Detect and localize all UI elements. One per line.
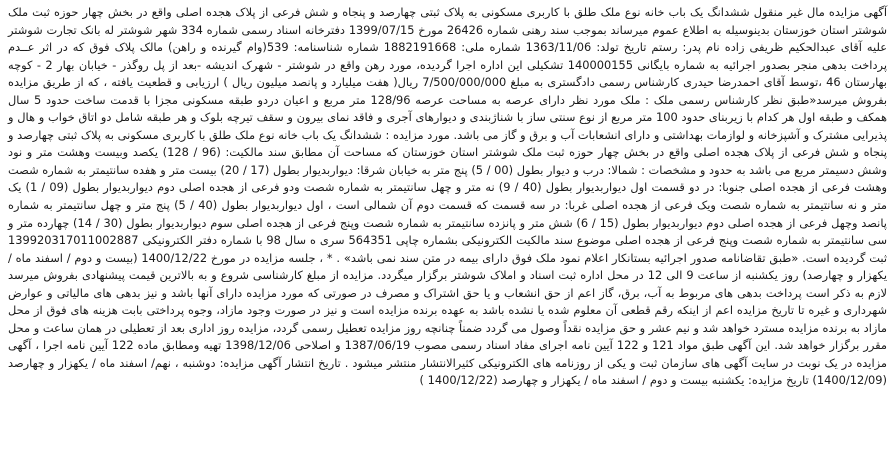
auction-notice-text: آگهی مزایده مال غیر منقول ششدانگ یک باب خانه نوع ملک طلق با کاربری مسکونی به پلاک ثبتی چهارصد و پنجاه و شش فرعی از پلاک هجده اصلی واقع در بخش چهار حوزه ثبت ملک شوشتر استان خوزستان بدینوسیله به اطلاع عموم میرساند بموجب سند رهنی شماره 26426 مورخ 1399/07/15 دفترخانه اسناد رسمی شماره 334 شهر شوشتر له بانک تجارت شوشتر علیه آقای عبدالحکیم ظریفی زاده نام پدر: رستم تاریخ تولد: 1363/11/06 شماره ملی: 1882191668 شماره شناسنامه: 539(وام گیرنده و راهن) مالک پلاک فوق که در اثر عــدم پرداخت بدهی منجر بصدور اجرائیه به شماره بایگانی 140000155 تشکیلی این اداره اجرا گردیده، مورد رهن واقع در شوشتر - شهرک اندیشه -بعد از پل روگذر - خیابان بهار 2 - کوچه بهارستان 46 ،توسط آقای احمدرضا حیدری کارشناس رسمی دادگستری به مبلغ 7/500/000/000 ریال( هفت میلیارد و پانصد میلیون ریال ) ارزیابی و قطعیت یافته ، که از طریق مزایده بفروش میرسد«طبق نظر کارشناس رسمی ملک : ملک مورد نظر دارای عرصه به مساحت عرصه 128/96 متر مربع و اعیان دردو طبقه مسکونی مجزا با قدمت ساخت حدود 5 سال همکف و طبقه اول هر کدام با زیربنای حدود 100 متر مربع از نوع سنتی ساز با شناژبندی و دیوارهای آجری و فاقد نمای بیرون و سقف تیرچه بلوک و هر طبقه شامل دو اتاق خواب و هال و پذیرایی مشترک و آشپزخانه و لوازمات بهداشتی و دارای انشعابات آب و برق و گاز می باشد. مورد مزایده : ششدانگ یک باب خانه نوع ملک طلق با کاربری مسکونی به پلاک ثبتی چهارصد و پنجاه و شش فرعی از پلاک هجده اصلی واقع در بخش چهار حوزه ثبت ملک شوشتر استان خوزستان که مساحت آن مطابق سند مالکیت: (96 / 128) یکصد وبیست وهشت متر و نود وشش دسیمتر مربع می باشد به حدود و مشخصات : شمالا: درب و دیوار بطول (00 / 5) پنج متر به خیابان شرقا: دیواربدیوار بطول (17 / 20) بیست متر و هفده سانتیمتر به شماره شصت وهشت فرعی از هجده اصلی جنوبا: در دو قسمت اول دیواربدیوار بطول (40 / 9) نه متر و چهل سانتیمتر به شماره شصت ودو فرعی از هجده اصلی دوم دیواربدیوار بطول (09 / 1) یک متر و نه سانتیمتر به شماره شصت ویک فرعی از هجده اصلی غربا: در سه قسمت که قسمت دوم آن شمالی است ، اول دیواربدیوار بطول (40 / 5) پنج متر و چهل سانتیمتر به شماره پانصد وچهل فرعی از هجده اصلی دوم دیواربدیوار بطول (15 / 6) شش متر و پانزده سانتیمتر به شماره شصت وپنج فرعی از هجده اصلی سوم دیواربدیوار بطول (30 / 14) چهارده متر و سی سانتیمتر به شماره شصت وپنج فرعی از هجده اصلی موضوع سند مالکیت الکترونیکی بشماره چاپی 564351 سری ه سال 98 با شماره دفتر الکترونیکی 139920317011002887 ثبت گردیده است. «طبق تقاضانامه صدور اجرائیه بستانکار اعلام نمود ملک فوق دارای بیمه در متن سند نمی باشد» . * ، جلسه مزایده در مورخ 1400/12/22 (بیست و دوم / اسفند ماه /یکهزار و چهارصد) روز یکشنبه از ساعت 9 الی 12 در محل اداره ثبت اسناد و املاک شوشتر برگزار میگردد. مزایده از مبلغ کارشناسی شروع و به بالاترین قیمت پیشنهادی بفروش میرسد لازم به ذکر است پرداخت بدهی های مربوط به آب، برق، گاز اعم از حق انشعاب و یا حق اشتراک و مصرف در صورتی که مورد مزایده دارای آنها باشد و نیز بدهی های مالیاتی و عوارض شهرداری و غیره تا تاریخ مزایده اعم از اینکه رقم قطعی آن معلوم شده یا نشده باشد به عهده برنده مزایده است و نیز در صورت وجود مازاد، وجوه پرداختی بابت هزینه های فوق از محل مازاد به برنده مزایده مسترد خواهد شد و نیم عشر و حق مزایده نقداً وصول می گردد ضمناً چنانچه روز مزایده تعطیل رسمی گردد، مزایده روز اداری بعد از تعطیلی در همان ساعت و محل مقرر برگزار خواهد شد. این آگهی طبق مواد 121 و 122 آیین نامه اجرای مفاد اسناد رسمی مصوب 1387/06/19 و اصلاحی 1398/12/06 تهیه ومطابق ماده 122 آیین نامه اجرا ، آگهی مزایده در یک نوبت در سایت آگهی های سازمان ثبت و یکی از روزنامه های الکترونیکی کثیرالانتشار منتشر میشود . تاریخ انتشار آگهی مزایده: دوشنبه ، نهم/ اسفند ماه / یکهزار و چهارصد (1400/12/09) تاریخ مزایده: یکشنبه بیست و دوم / اسفند ماه / یکهزار و چهارصد (1400/12/22 ) (8, 5, 888, 388)
